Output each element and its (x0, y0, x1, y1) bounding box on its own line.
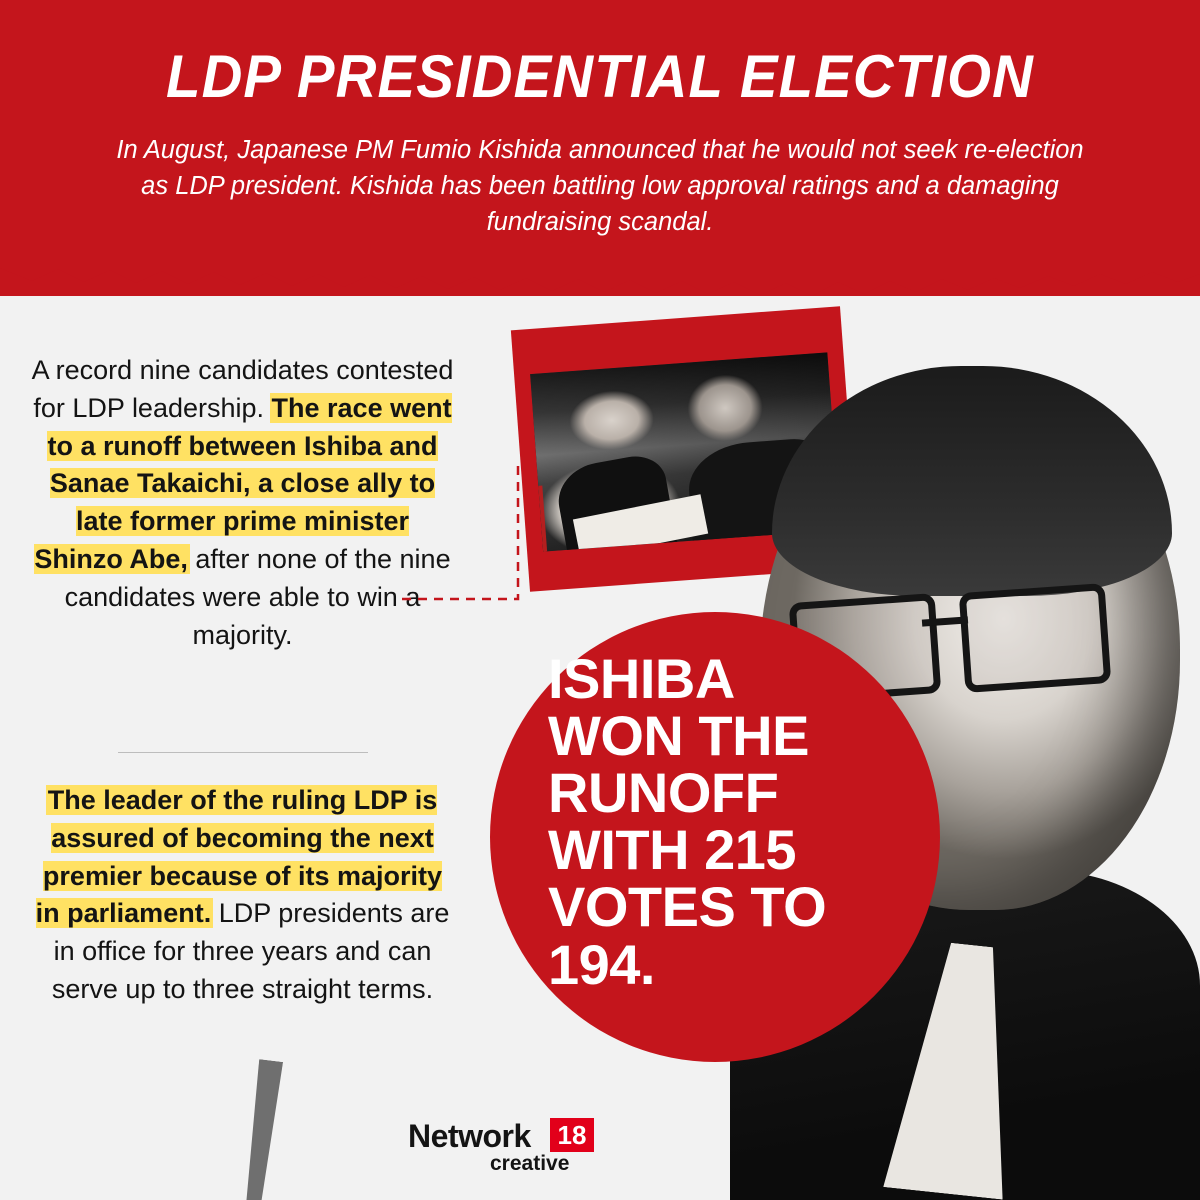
paragraph-two (30, 782, 455, 1009)
header-subtitle: In August, Japanese PM Fumio Kishida announced that he would not seek re-election as LDP president. Kishida has been battling low approval ratings and a damaging fundraising scandal. (116, 136, 1084, 237)
glasses-right-lens-icon (959, 583, 1112, 693)
paragraph-one (30, 352, 455, 654)
paragraph-two-tail: LDP presidents are in office for three years and can serve up to three straight terms. (51, 898, 450, 1004)
torn-paper-edge-icon (0, 252, 1200, 308)
paragraph-one-tail: after none of the nine candidates were able to win a majority. (64, 543, 451, 650)
paragraph-one-lead: A record nine candidates contested for LDP leadership. (31, 355, 454, 423)
page-title: LDP PRESIDENTIAL ELECTION (165, 43, 1035, 110)
paragraph-one-highlight: The race went to a runoff between Ishiba and Sanae Takaichi, a close ally to late former prime minister Shinzo Abe, (34, 392, 452, 574)
horizontal-divider-icon (118, 752, 368, 753)
logo-subtitle: creative (490, 1152, 570, 1175)
network18-logo[interactable] (408, 1118, 608, 1176)
necktie (223, 1057, 301, 1200)
callout-text: ISHIBA WON THE RUNOFF WITH 215 VOTES TO 194. (548, 647, 827, 996)
logo-badge: 18 (550, 1118, 594, 1152)
logo-wordmark: Network (408, 1118, 531, 1154)
paragraph-two-highlight: The leader of the ruling LDP is assured of becoming the next premier because of its majority in parliament. (35, 785, 443, 929)
dashed-connector-icon (400, 455, 524, 601)
